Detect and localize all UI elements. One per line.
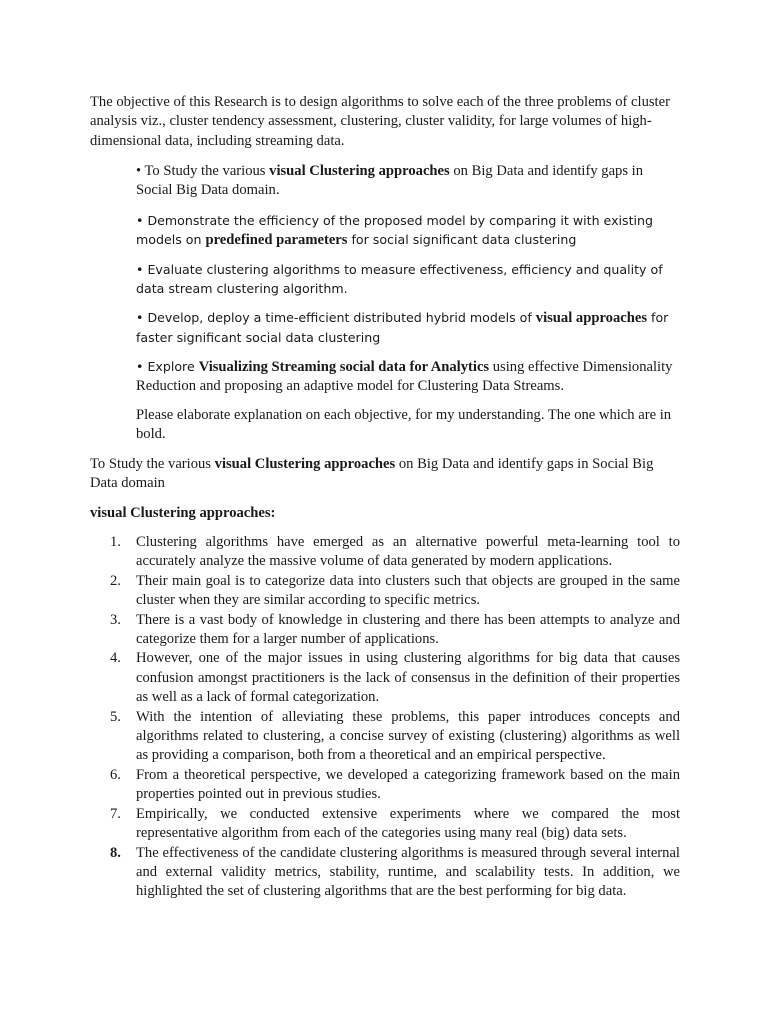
list-item — [110, 611, 680, 650]
objective-2-bullet: • — [136, 213, 148, 228]
numbered-list — [110, 533, 680, 902]
restated-bold: visual Clustering approaches — [214, 456, 396, 472]
objective-4-bold: visual approaches — [535, 310, 648, 326]
objective-1-bold: visual Clustering approaches — [269, 163, 450, 179]
list-item-number: 3. — [110, 611, 121, 628]
list-item-text: Empirically, we conducted extensive experiments where we compared the most representative algorithm from each of the categories using many real (big) data sets. — [136, 805, 680, 842]
objective-1 — [136, 162, 676, 201]
list-item-text: With the intention of alleviating these problems, this paper introduces concepts and algorithms related to clustering, a concise survey of existing (clustering) algorithms as well as providing a comparison, both from a theoretical and an empirical perspective. — [136, 708, 680, 764]
objective-1-tail: on Big Data and identify gaps in Social Big Data domain. — [136, 163, 644, 199]
list-item-text: From a theoretical perspective, we developed a categorizing framework based on the main properties pointed out in previous studies. — [136, 766, 680, 803]
objective-5-bold: Visualizing Streaming social data for Analytics — [198, 359, 490, 375]
list-item-number: 1. — [110, 534, 121, 550]
list-item-number: 2. — [110, 572, 121, 589]
request-paragraph: Please elaborate explanation on each objective, for my understanding. The one which are in bold. — [136, 407, 672, 443]
objective-5-bullet: • — [136, 359, 148, 374]
list-item-number: 6. — [110, 766, 121, 783]
list-item — [110, 844, 680, 902]
restated-tail: on Big Data and identify gaps in Social Big Data domain — [90, 456, 654, 492]
objective-2-text: Demonstrate the efficiency of the proposed model by comparing it with existing models on — [136, 213, 654, 248]
restated-text: To Study the various — [90, 456, 215, 472]
list-item-number: 4. — [110, 650, 121, 667]
list-item — [110, 805, 680, 844]
list-item-number: 8. — [110, 844, 121, 861]
section-heading: visual Clustering approaches: — [90, 505, 276, 521]
objective-5 — [136, 357, 676, 397]
list-item-number: 7. — [110, 805, 121, 822]
list-item-text: The effectiveness of the candidate clustering algorithms is measured through several internal and external validity metrics, stability, runtime, and scalability tests. In addition, we highlighted the set of clustering algorithms that are the best performing for big data. — [136, 844, 680, 900]
list-item-number: 5. — [110, 708, 121, 725]
list-item-text: Their main goal is to categorize data into clusters such that objects are grouped in the same cluster when they are similar according to specific metrics. — [136, 572, 680, 609]
list-item-text: However, one of the major issues in using clustering algorithms for big data that causes confusion amongst practitioners is the lack of consensus in the definition of their properties as well as a lack of formal categorization. — [136, 650, 680, 706]
objective-3 — [136, 260, 676, 300]
objective-3-bullet: • — [136, 262, 148, 277]
list-item — [110, 572, 680, 611]
list-item — [110, 708, 680, 766]
objective-1-text: To Study the various — [144, 163, 270, 179]
list-item — [110, 533, 680, 572]
objective-4-text: Develop, deploy a time-efficient distributed hybrid models of — [147, 310, 536, 325]
list-item — [110, 766, 680, 805]
list-item — [110, 649, 680, 707]
objective-2-bold: predefined parameters — [205, 232, 348, 249]
objective-3-text: Evaluate clustering algorithms to measure effectiveness, efficiency and quality of data stream clustering algorithm. — [136, 262, 663, 297]
list-item-text: Clustering algorithms have emerged as an alternative powerful meta-learning tool to accurately analyze the massive volume of data generated by modern applications. — [136, 534, 680, 570]
objective-4 — [136, 308, 676, 348]
objective-5-tail: using effective Dimensionality Reduction and proposing an adaptive model for Clustering Data Streams. — [136, 359, 673, 395]
objective-4-tail: for faster significant social data clustering — [136, 310, 669, 346]
restated-objective — [90, 455, 680, 494]
list-item-text: There is a vast body of knowledge in clustering and there has been attempts to analyze and categorize them for a larger number of applications. — [136, 611, 680, 648]
intro-paragraph: The objective of this Research is to design algorithms to solve each of the three problems of cluster analysis viz., cluster tendency assessment, clustering, cluster validity, for large volumes of high-dimensional data, including streaming data. — [90, 94, 670, 149]
objective-5-text: Explore — [147, 359, 199, 374]
objective-1-bullet: • — [136, 163, 145, 179]
objective-2-tail: for social significant data clustering — [347, 232, 577, 248]
objective-4-bullet: • — [136, 310, 148, 325]
objective-2 — [136, 211, 676, 251]
